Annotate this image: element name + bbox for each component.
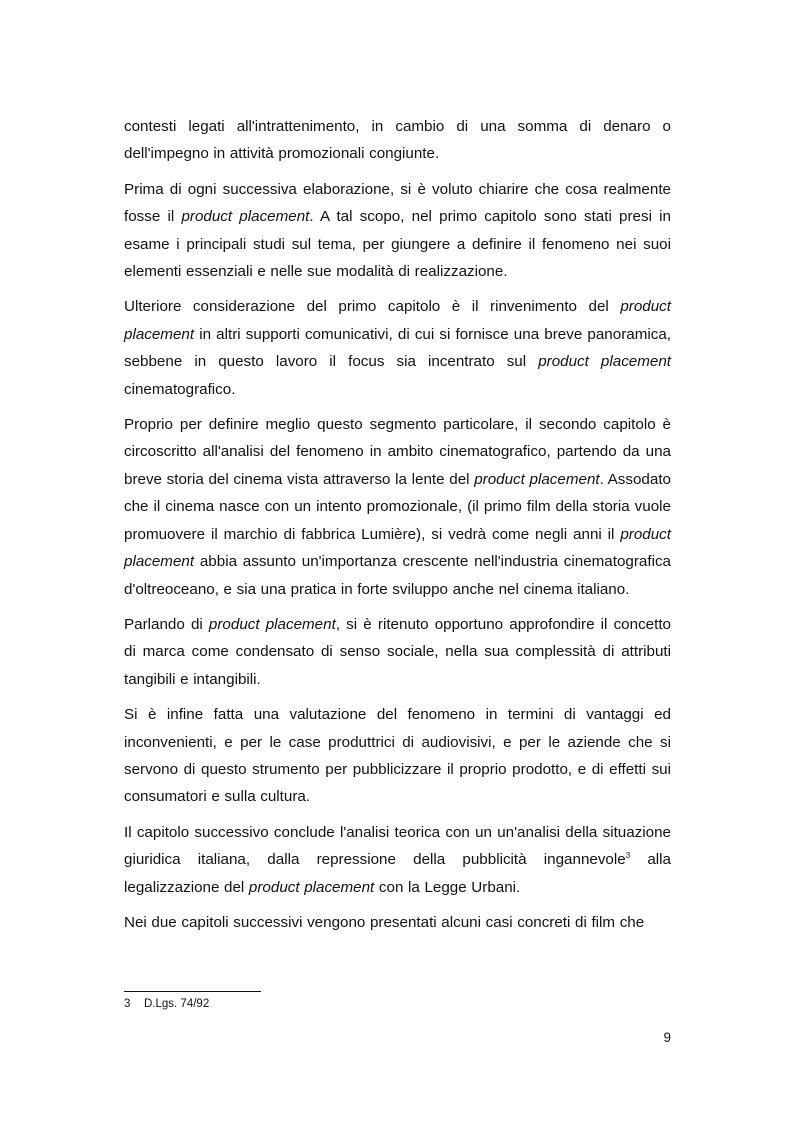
paragraph [124, 909, 671, 936]
italic-term: product placement [538, 353, 671, 371]
text-run: Nei due capitoli successivi vengono presentati alcuni casi concreti di film che [124, 913, 645, 931]
paragraph [124, 113, 671, 168]
text-run: abbia assunto un'importanza crescente nell'industria cinematografica d'oltreoceano, e sia una pratica in forte sviluppo anche nel cinema italiano. [124, 553, 671, 598]
text-run: Parlando di [124, 615, 209, 633]
paragraph [124, 293, 671, 403]
text-run: , si è ritenuto opportuno approfondire il concetto di marca come condensato di senso sociale, nella sua complessità di attributi tangibili e intangibili. [124, 615, 671, 688]
paragraph [124, 819, 671, 901]
text-run: Il capitolo successivo conclude l'analisi teorica con un un'analisi della situazione giuridica italiana, dalla repressione della pubblicità ingannevole [124, 823, 671, 869]
text-run: con la Legge Urbani. [374, 878, 521, 896]
body-text [124, 113, 671, 944]
footnote-number: 3 [124, 998, 131, 1010]
text-run: in altri supporti comunicativi, di cui si fornisce una breve panoramica, sebbene in questo lavoro il focus sia incentrato sul [124, 325, 671, 371]
paragraph [124, 611, 671, 693]
text-run: Proprio per definire meglio questo segmento particolare, il secondo capitolo è circoscritto all'analisi del fenomeno in ambito cinematografico, partendo da una breve storia del cinema vista attraverso la lente del [124, 416, 671, 488]
italic-term: product placement [248, 878, 375, 896]
paragraph [124, 701, 671, 811]
text-run: contesti legati all'intrattenimento, in cambio di una somma di denaro o dell'impegno in attività promozionali congiunte. [124, 118, 671, 163]
footnote-divider [124, 991, 261, 992]
italic-term: product placement [474, 470, 600, 488]
text-run: alla legalizzazione del [124, 851, 671, 896]
italic-term: product placement [181, 208, 310, 226]
text-run: . Assodato che il cinema nasce con un intento promozionale, (il primo film della storia vuole promuovere il marchio di fabbrica Lumière), si vedrà come negli anni il [124, 470, 671, 543]
italic-term: product placement [124, 525, 671, 571]
page-number: 9 [663, 1030, 671, 1045]
footnote-text: D.Lgs. 74/92 [144, 998, 210, 1010]
text-run: Ulteriore considerazione del primo capitolo è il rinvenimento del [124, 298, 621, 316]
italic-term: product placement [208, 615, 336, 633]
footnote-reference: 3 [625, 851, 631, 861]
text-run: Prima di ogni successiva elaborazione, si è voluto chiarire che cosa realmente fosse il [124, 180, 671, 226]
footnote [124, 997, 209, 1011]
text-run: . A tal scopo, nel primo capitolo sono stati presi in esame i principali studi sul tema, per giungere a definire il fenomeno nei suoi elementi essenziali e nelle sue modalità di realizzazione. [124, 208, 671, 281]
text-run: cinematografico. [124, 380, 236, 398]
paragraph [124, 176, 671, 286]
paragraph [124, 411, 671, 603]
text-run: Si è infine fatta una valutazione del fenomeno in termini di vantaggi ed inconvenienti, e per le case produttrici di audiovisivi, e per le aziende che si servono di questo strumento per pubblicizzare il proprio prodotto, e di effetti sui consumatori e sulla cultura. [124, 706, 671, 806]
italic-term: product placement [124, 298, 671, 343]
